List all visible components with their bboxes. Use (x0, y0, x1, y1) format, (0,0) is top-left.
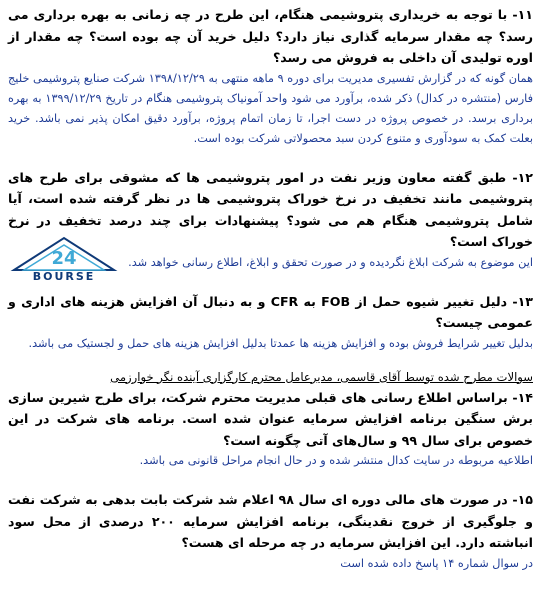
answer-15: در سوال شماره ۱۴ پاسخ داده شده است (340, 556, 533, 570)
logo-text: BOURSE (32, 270, 96, 283)
bourse24-logo (10, 236, 118, 286)
qa-item-11 (8, 4, 533, 149)
question-12: ۱۲- طبق گفته معاون وزیر نفت در امور پتروشیمی ها که مشوقی برای طرح های پتروشیمی مانند تخفیف در نرخ خوراک پتروشیمی ها در نظر گرفته شده است، آیا شامل پتروشیمی هنگام هم می شود؟ پیشنهادات برای چند درصد تخفیف در نرخ خوراک است؟ (8, 169, 533, 249)
question-11: ۱۱- با توجه به خریداری پتروشیمی هنگام، این طرح در چه زمانی به بهره برداری می رسد؟ چه مقدار سرمایه گذاری نیاز دارد؟ دلیل خرید آن چه بوده است؟ چه مقدار از اوره تولیدی آن داخلی به فروش می رسد؟ (8, 7, 533, 65)
question-15: ۱۵- در صورت های مالی دوره ای سال ۹۸ اعلام شد شرکت بابت بدهی به شرکت نفت و جلوگیری از خروج نقدینگی، برنامه افزایش سرمایه ۲۰۰ درصدی از محل سود انباشته دارد. این افزایش سرمایه در چه مرحله ای هست؟ (8, 492, 533, 550)
qa-item-13 (8, 291, 533, 354)
logo-mark-icon (10, 236, 118, 272)
section-title: سوالات مطرح شده توسط آقای قاسمی، مدیرعامل محترم کارگزاری آینده نگر خوارزمی (110, 369, 533, 384)
answer-13: بدلیل تغییر شرایط فروش بوده و افزایش هزینه ها عمدتا بدلیل افزایش هزینه های حمل و لجستیک می باشد. (28, 336, 533, 350)
question-13: ۱۳- دلیل تغییر شیوه حمل از FOB به CFR و به دنبال آن افزایش هزینه های اداری و عمومی چیست؟ (8, 293, 533, 330)
answer-14: اطلاعیه مربوطه در سایت کدال منتشر شده و در حال انجام مراحل قانونی می باشد. (139, 454, 533, 467)
question-14: ۱۴- براساس اطلاع رسانی های قبلی مدیریت محترم شرکت، برای طرح شیرین سازی برش سنگین برنامه افزایش سرمایه عنوان شده است. برنامه های شرکت در این خصوص برای سال ۹۹ و سال‌های آتی چگونه است؟ (8, 389, 533, 448)
answer-12: این موضوع به شرکت ابلاغ نگردیده و در صورت تحقق و ابلاغ، اطلاع رسانی خواهد شد. (128, 255, 533, 269)
qa-item-14 (8, 387, 533, 472)
answer-11: همان گونه که در گزارش تفسیری مدیریت برای دوره ۹ ماهه منتهی به ۱۳۹۸/۱۲/۲۹ شرکت صنایع پتروشیمی خلیج فارس (منتشره در کدال) ذکر شده، برآورد می شود واحد آمونیاک پتروشیمی هنگام در تاریخ ۱۳۹۹/۱۲/۲۹ به بهره برداری برسد. در خصوص پروژه در دست اجرا، تا زمان اتمام پروژه، برآورد دقیق امکان پذیر نمی باشد. خرید بعلت کمک به سودآوری و متنوع کردن سبد محصولاتی شرکت بوده است. (8, 71, 533, 145)
qa-item-15 (8, 489, 533, 574)
logo-mark-number: 24 (51, 248, 77, 269)
